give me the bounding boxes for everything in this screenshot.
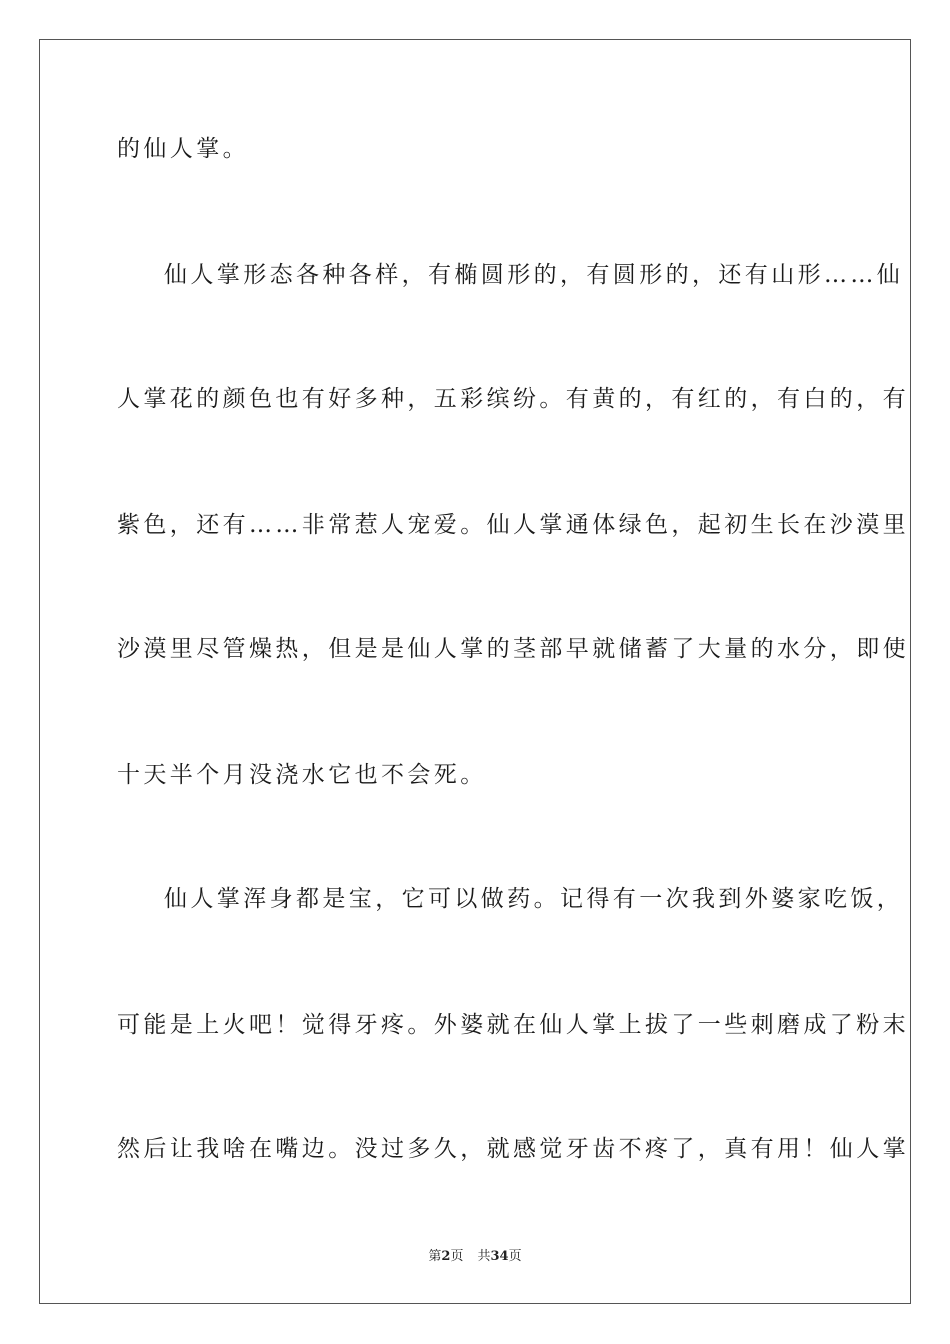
text-line: 仙人掌浑身都是宝，它可以做药。记得有一次我到外婆家吃饭， xyxy=(164,886,904,912)
text-line: 然后让我啥在嘴边。没过多久，就感觉牙齿不疼了，真有用！仙人掌 xyxy=(117,1136,909,1162)
page-number: 2 xyxy=(441,1249,451,1264)
text-line: 仙人掌形态各种各样，有椭圆形的，有圆形的，还有山形……仙 xyxy=(164,262,904,288)
text-line: 的仙人掌。 xyxy=(117,136,249,162)
total-prefix: 共 xyxy=(477,1249,491,1264)
text-line: 可能是上火吧！觉得牙疼。外婆就在仙人掌上拔了一些刺磨成了粉末 xyxy=(117,1012,909,1038)
text-line: 紫色，还有……非常惹人宠爱。仙人掌通体绿色，起初生长在沙漠里 xyxy=(117,512,909,538)
page-border xyxy=(39,39,911,1304)
page-prefix: 第 xyxy=(428,1249,442,1264)
page-suffix: 页 xyxy=(450,1249,464,1264)
text-line: 人掌花的颜色也有好多种，五彩缤纷。有黄的，有红的，有白的，有 xyxy=(117,386,909,412)
total-suffix: 页 xyxy=(508,1249,522,1264)
total-pages: 34 xyxy=(490,1249,509,1264)
text-line: 沙漠里尽管燥热，但是是仙人掌的茎部早就储蓄了大量的水分，即使 xyxy=(117,636,909,662)
page-footer xyxy=(0,1248,950,1266)
text-line: 十天半个月没浇水它也不会死。 xyxy=(117,762,487,788)
